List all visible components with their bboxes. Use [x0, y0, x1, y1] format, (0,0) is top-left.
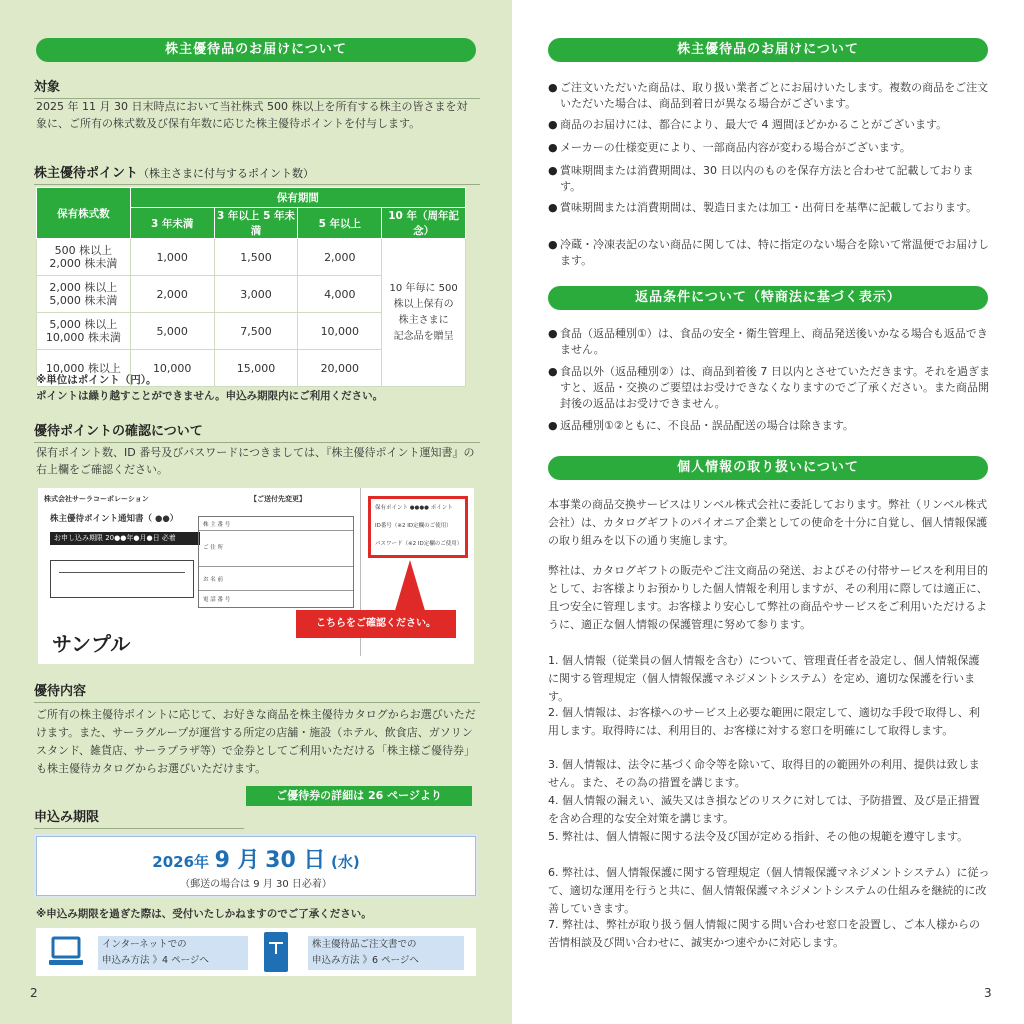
- deadline-weekday: (水): [331, 853, 360, 871]
- document-icon: [262, 932, 290, 972]
- shares-max: 5,000 株未満: [49, 294, 118, 307]
- points-cell: 2,000: [298, 239, 382, 276]
- form-method-line2: 申込み方法 》6 ページへ: [312, 955, 419, 966]
- delivery-item: ● 冷蔵・冷凍表記のない商品に関しては、特に指定のない場合を除いて常温便でお届けします。: [548, 237, 992, 269]
- sample-address-form: [198, 516, 354, 608]
- deadline-month: 9 月: [214, 848, 260, 873]
- anniv-line: 10 年毎に 500: [389, 282, 458, 294]
- privacy-purpose: 弊社は、カタログギフトの販売やご注文商品の発送、およびその付帯サービスを利用目的として、お客様よりお預かりした個人情報を利用しますが、その利用に際しては適正に、且つ安全に管理します。お客様より安心して弊社の商品やサービスをご利用いただけるように、適正な個人情報の保護管理に努めて参ります。: [548, 564, 988, 631]
- deadline-heading: 申込み期限: [34, 806, 244, 829]
- col-lt3-header: 3 年未満: [130, 208, 214, 239]
- sample-id-label: ID番号（※2 ID定欄のご使用）: [375, 523, 452, 529]
- points-cell: 2,000: [130, 276, 214, 313]
- confirm-heading: 優待ポイントの確認について: [34, 420, 480, 443]
- points-cell: 3,000: [214, 276, 298, 313]
- anniversary-cell: [382, 239, 466, 387]
- sample-points-label: 保有ポイント ●●●● ポイント: [375, 505, 453, 511]
- privacy-item: 7. 弊社は、弊社が取り扱う個人情報に関する問い合わせ窓口を設置し、ご本人様からの苦情相談及び問い合わせに、誠実かつ速やかに対応します。: [548, 918, 980, 949]
- col-shares-header: 保有株式数: [37, 188, 131, 239]
- sample-info-box: [50, 560, 194, 598]
- privacy-item: 2. 個人情報は、お客様へのサービス上必要な範囲に限定して、適切な手段で取得し、利用します。取得時には、利用目的、お客様に対する窓口を明確にして取得します。: [548, 706, 980, 737]
- points-cell: 4,000: [298, 276, 382, 313]
- left-section-header: 株主優待品のお届けについて: [36, 38, 476, 62]
- points-heading-sub: （株主さまに付与するポイント数）: [138, 167, 315, 180]
- privacy-item: 1. 個人情報（従業員の個人情報を含む）について、管理責任者を設定し、個人情報保護に関する管理規定（個人情報保護マネジメントシステム）を定め、適切な保護を行います。: [548, 654, 980, 703]
- delivery-item: ● メーカーの仕様変更により、一部商品内容が変わる場合がございます。: [548, 140, 992, 156]
- right-section-header-delivery: 株主優待品のお届けについて: [548, 38, 988, 62]
- returns-item: ● 食品（返品種別①）は、食品の安全・衛生管理上、商品発送後いかなる場合も返品できません。: [548, 326, 992, 358]
- sample-label: 電 話 番 号: [203, 597, 231, 603]
- points-heading: [34, 162, 480, 185]
- sample-address-title: 【ご送付先変更】: [250, 495, 306, 503]
- col-5plus-header: 5 年以上: [298, 208, 382, 239]
- form-method-link[interactable]: [308, 936, 464, 970]
- shares-cell: [37, 276, 131, 313]
- form-method-line1: 株主優待品ご注文書での: [312, 939, 417, 950]
- right-section-header-returns: 返品条件について（特商法に基づく表示）: [548, 286, 988, 310]
- points-cell: 7,500: [214, 313, 298, 350]
- returns-item: ● 返品種別①②ともに、不良品・誤品配送の場合は除きます。: [548, 418, 992, 434]
- right-section-header-privacy: 個人情報の取り扱いについて: [548, 456, 988, 480]
- arrow-up-icon: [390, 560, 430, 614]
- shares-min: 2,000 株以上: [49, 281, 118, 294]
- sample-line: [59, 567, 185, 573]
- anniv-line: 記念品を贈呈: [393, 330, 454, 342]
- anniv-line: 株主さまに: [398, 314, 449, 326]
- points-notes: [36, 372, 478, 404]
- col-period-header: 保有期間: [130, 188, 465, 208]
- anniv-line: 株以上保有の: [393, 298, 454, 310]
- page-number-right: 3: [984, 986, 992, 1000]
- shares-cell: [37, 313, 131, 350]
- points-table: [36, 187, 466, 387]
- points-cell: 15,000: [214, 350, 298, 387]
- sample-pw-label: パスワード（※2 ID定欄のご使用）: [375, 541, 463, 547]
- sample-points-box: [368, 496, 468, 558]
- col-10-header: 10 年（周年記念）: [382, 208, 466, 239]
- shares-min: 500 株以上: [54, 244, 113, 257]
- deadline-year: 2026年: [152, 853, 210, 871]
- method-links: [36, 928, 476, 976]
- points-cell: 1,500: [214, 239, 298, 276]
- points-heading-title: 株主優待ポイント: [34, 166, 139, 181]
- deadline-warning: ※申込み期限を過ぎた際は、受付いたしかねますのでご了承ください。: [36, 908, 372, 920]
- internet-method-link[interactable]: [98, 936, 248, 970]
- returns-item: ● 食品以外（返品種別②）は、商品到着後 7 日以内とさせていただきます。それを過ぎますと、返品・交換のご要望はお受けできなくなりますのでご了承ください。また商品開封後の返品はお受けできません。: [548, 364, 992, 412]
- delivery-item: ● ご注文いただいた商品は、取り扱い業者ごとにお届けいたします。複数の商品をご注文いただいた場合は、商品到着日が異なる場合がございます。: [548, 80, 992, 112]
- col-3to5-header: 3 年以上 5 年未満: [214, 208, 298, 239]
- points-cell: 20,000: [298, 350, 382, 387]
- points-cell: 10,000: [130, 350, 214, 387]
- privacy-item: 6. 弊社は、個人情報保護に関する管理規定（個人情報保護マネジメントシステム）に従って、適切な運用を行うと共に、個人情報保護マネジメントシステムの仕組みを継続的に改善していきます。: [548, 866, 990, 915]
- deadline-day: 30 日: [265, 848, 326, 873]
- sample-label: お 名 前: [199, 567, 353, 591]
- internet-method-line1: インターネットでの: [102, 939, 187, 950]
- delivery-item: ● 賞味期間または消費期間は、製造日または加工・出荷日を基準に記載しております。: [548, 200, 992, 216]
- points-note-unit: ※単位はポイント（円）。: [36, 374, 157, 386]
- laptop-icon: [48, 936, 84, 968]
- sample-callout: こちらをご確認ください。: [296, 610, 456, 638]
- shares-max: 10,000 株未満: [45, 331, 121, 344]
- target-text: 2025 年 11 月 30 日末時点において当社株式 500 株以上を所有する株主の皆さまを対象に、ご所有の株式数及び保有年数に応じた株主優待ポイントを付与します。: [36, 100, 468, 130]
- deadline-box: [36, 836, 476, 896]
- notice-sample: [38, 488, 474, 664]
- privacy-item: 5. 弊社は、個人情報に関する法令及び国が定める指針、その他の規範を遵守します。: [548, 830, 969, 843]
- privacy-intro: 本事業の商品交換サービスはリンベル株式会社に委託しております。弊社（リンベル株式会社）は、カタログギフトのパイオニア企業としての使命を十分に自覚し、個人情報保護の取り組みを以下の通り実施します。: [548, 498, 988, 547]
- privacy-item: 3. 個人情報は、法令に基づく命令等を除いて、取得目的の範囲外の利用、提供は致しません。また、その為の措置を講じます。: [548, 758, 980, 789]
- sample-title: 株主優待ポイント通知書（ ●●）: [50, 514, 179, 524]
- shares-min: 5,000 株以上: [49, 318, 118, 331]
- table-row: [37, 239, 466, 276]
- privacy-item: 4. 個人情報の漏えい、滅失又はき損などのリスクに対しては、予防措置、及び是正措置を含め合理的な安全対策を講じます。: [548, 794, 980, 825]
- delivery-item: ● 商品のお届けには、都合により、最大で 4 週間ほどかかることがございます。: [548, 117, 992, 133]
- shares-cell: 10,000 株以上: [37, 350, 131, 387]
- page-number-left: 2: [30, 986, 38, 1000]
- benefits-text: ご所有の株主優待ポイントに応じて、お好きな商品を株主優待カタログからお選びいただけます。また、サーラグループが運営する所定の店舗・施設（ホテル、飲食店、ガソリンスタンド、雑貨店、サーラプラザ等）で金券としてご利用いただける「株主様ご優待券」も株主優待カタログからお選びいただけます。: [36, 708, 476, 775]
- sample-company: 株式会社サーラコーポレーション: [44, 495, 149, 503]
- benefits-heading: 優待内容: [34, 680, 480, 703]
- target-heading: 対象: [34, 76, 480, 99]
- sample-label: 株 主 番 号: [199, 517, 353, 531]
- points-note-carry: ポイントは繰り越すことができません。申込み期限内にご利用ください。: [36, 390, 384, 402]
- sample-deadline-bar: お申し込み期限 20●●年●月●日 必着: [50, 532, 200, 545]
- shares-max: 2,000 株未満: [49, 257, 118, 270]
- sample-watermark: サンプル: [52, 632, 131, 656]
- confirm-text: 保有ポイント数、ID 番号及びパスワードにつきましては、『株主優待ポイント運知書』の右上欄をご確認ください。: [36, 446, 475, 476]
- points-cell: 10,000: [298, 313, 382, 350]
- shares-cell: [37, 239, 131, 276]
- internet-method-line2: 申込み方法 》4 ページへ: [102, 955, 209, 966]
- delivery-item: ● 賞味期間または消費期間は、30 日以内のものを保存方法と合わせて記載しております。: [548, 163, 992, 195]
- deadline-post-note: （郵送の場合は 9 月 30 日必着）: [180, 879, 332, 890]
- sample-label: ご 住 所: [199, 531, 353, 567]
- deadline-date: [37, 843, 475, 874]
- points-cell: 1,000: [130, 239, 214, 276]
- points-cell: 5,000: [130, 313, 214, 350]
- coupon-detail-link[interactable]: ご優待券の詳細は 26 ページより: [246, 786, 472, 806]
